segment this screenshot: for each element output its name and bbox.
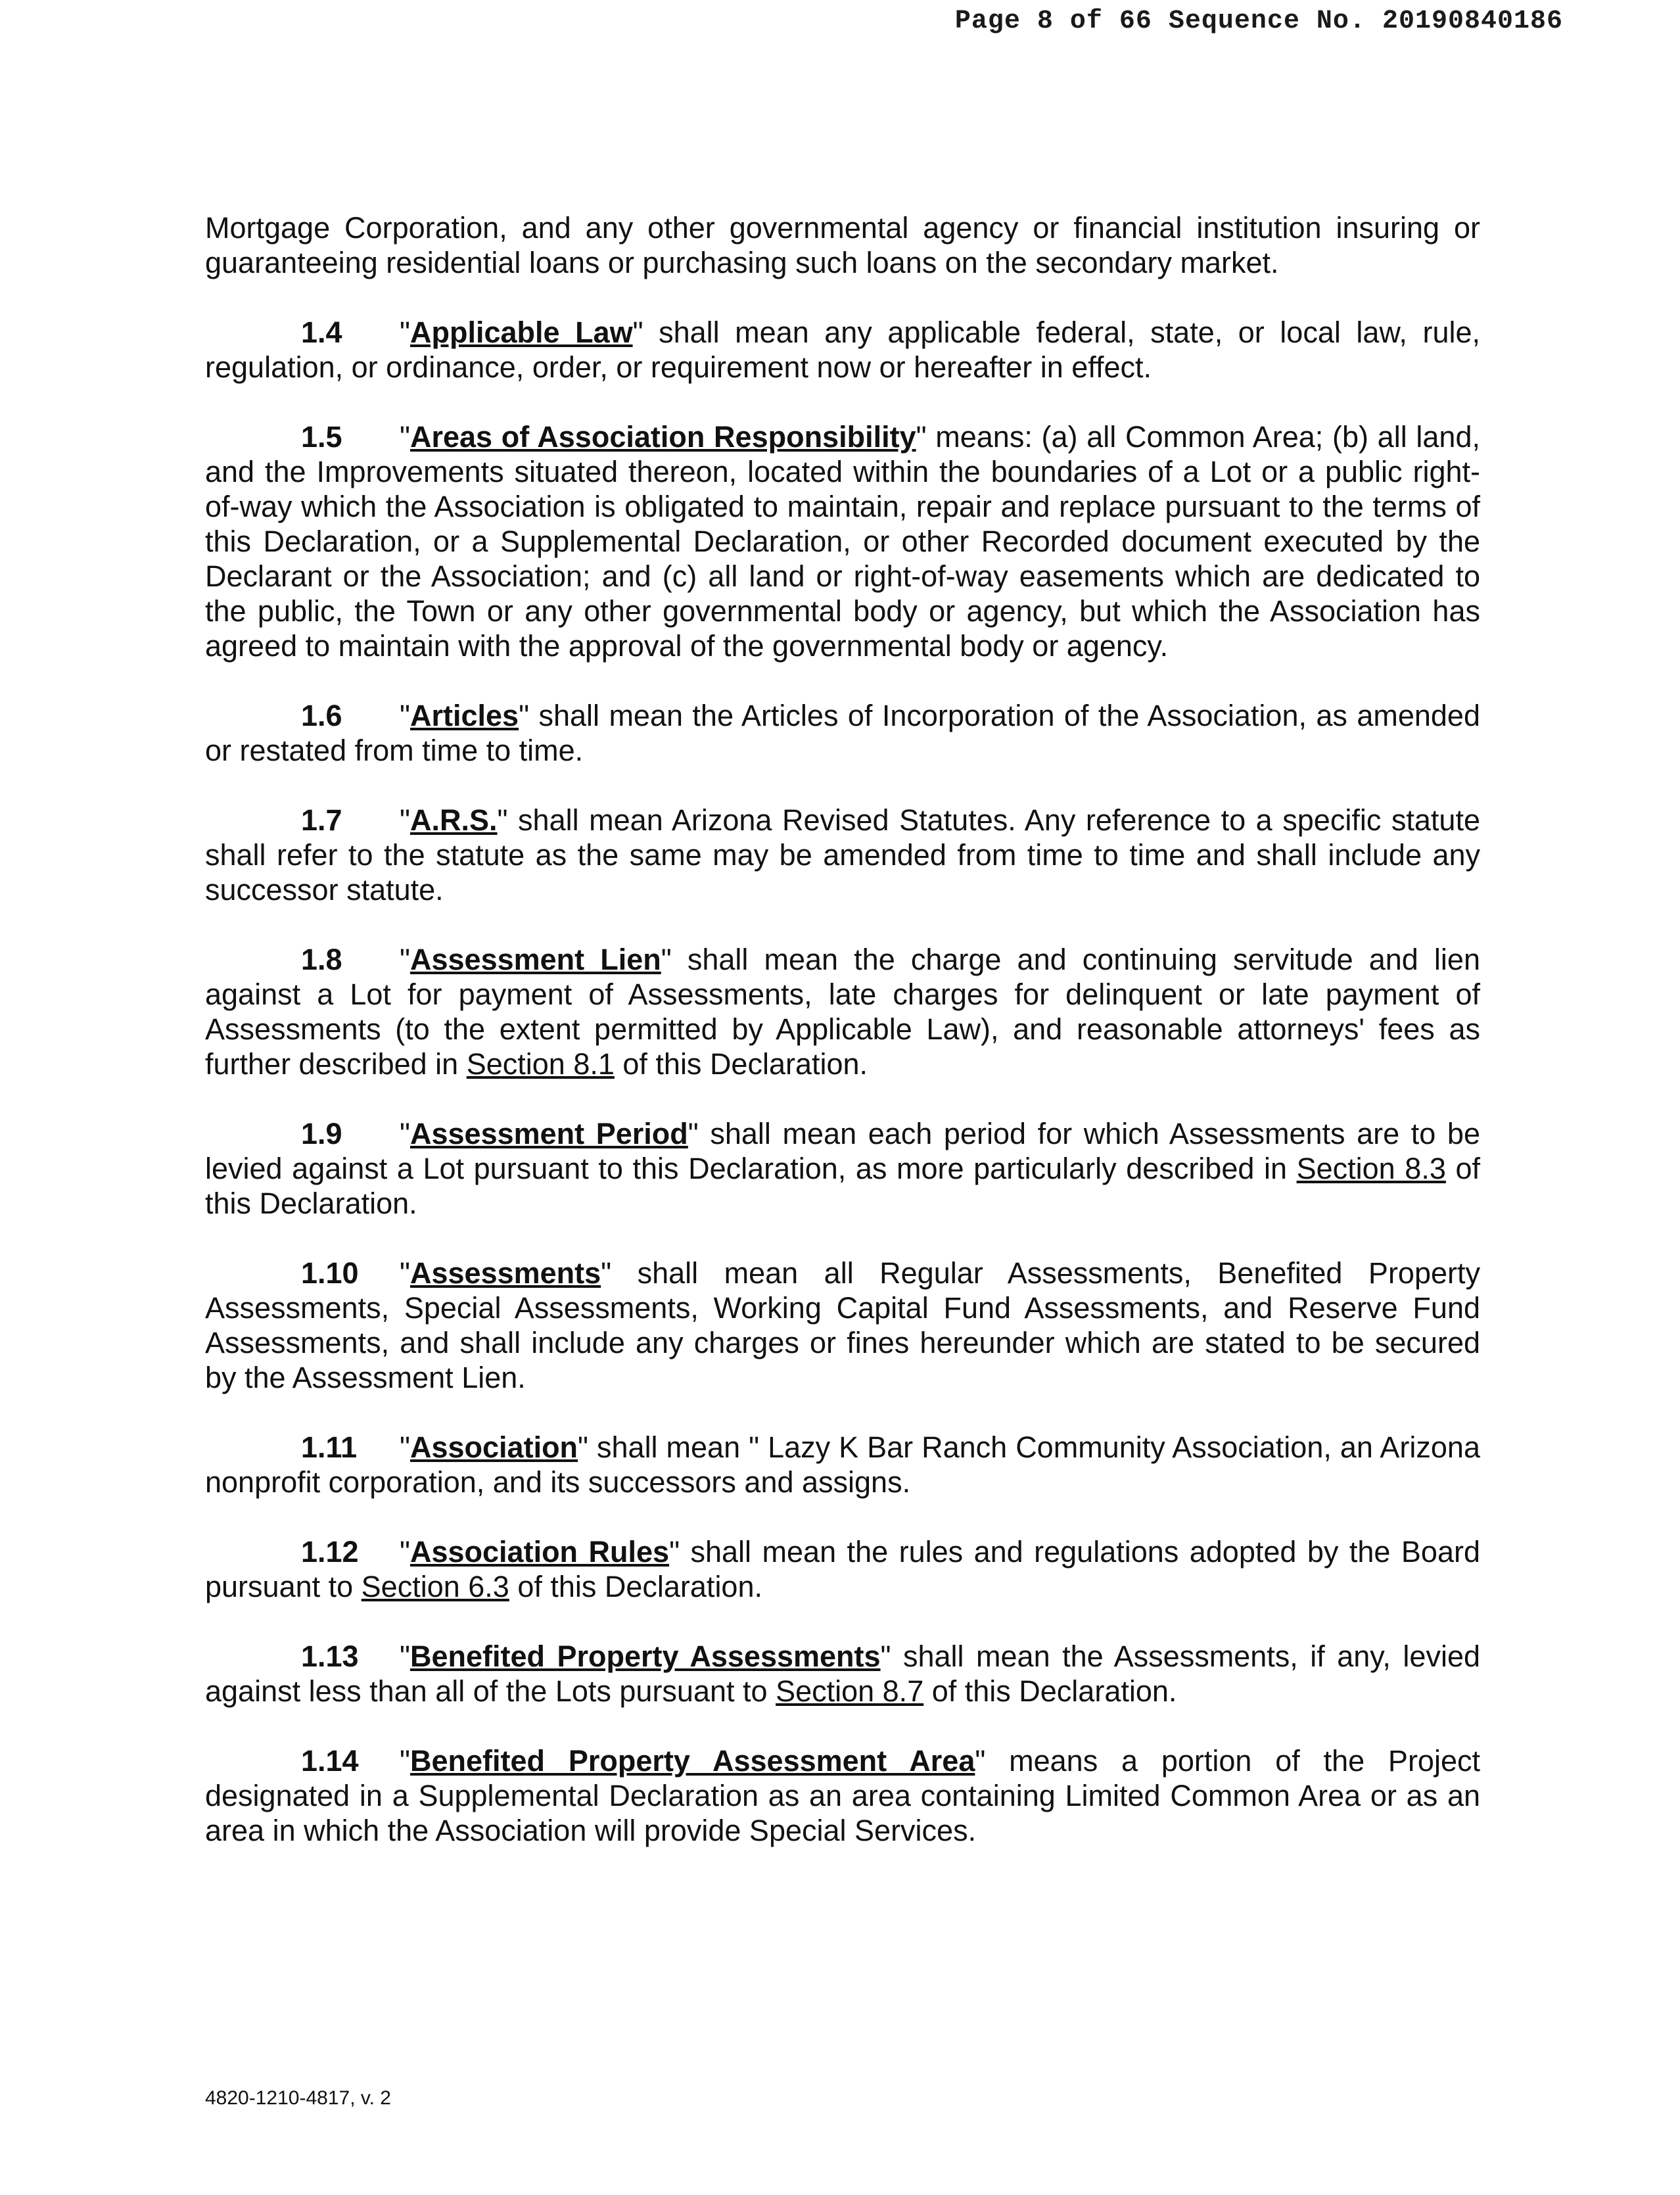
definition-text: " shall mean the Articles of Incorporation of the Association, as amended or restated from time to time.	[205, 699, 1480, 767]
definition-number: 1.11	[301, 1430, 358, 1464]
definition-number: 1.10	[301, 1256, 359, 1290]
definition-text: " means a portion of the Project designated in a Supplemental Declaration as an area containing Limited Common Area or as an area in which the Association will provide Special Services.	[205, 1744, 1480, 1847]
definition-1-9: 1.9 "Assessment Period" shall mean each period for which Assessments are to be levied against a Lot pursuant to this Declaration, as more particularly described in Section 8.3 of this Declaration.	[205, 1117, 1480, 1220]
definition-1-12: 1.12 "Association Rules" shall mean the rules and regulations adopted by the Board pursuant to Section 6.3 of this Declaration.	[205, 1535, 1480, 1603]
definition-term: Areas of Association Responsibility	[409, 420, 916, 454]
section-reference: Section 8.1	[466, 1047, 615, 1081]
definition-1-13: 1.13 "Benefited Property Assessments" shall mean the Assessments, if any, levied against less than all of the Lots pursuant to Section 8.7 of this Declaration.	[205, 1640, 1480, 1708]
definition-term: A.R.S.	[409, 803, 498, 837]
definition-number: 1.5	[301, 420, 342, 454]
definition-term: Association	[409, 1430, 578, 1464]
definition-term: Assessment Period	[409, 1117, 688, 1150]
lead-paragraph: Mortgage Corporation, and any other governmental agency or financial institution insuring or guaranteeing residential loans or purchasing such loans on the secondary market.	[205, 211, 1480, 279]
definition-text: " shall mean any applicable federal, state, or local law, rule, regulation, or ordinance, order, or requirement now or hereafter in effect.	[205, 316, 1480, 384]
definition-text: " shall mean Arizona Revised Statutes. Any reference to a specific statute shall refer to the statute as the same may be amended from time to time and shall include any successor statute.	[205, 803, 1480, 907]
definition-1-11: 1.11 "Association" shall mean " Lazy K Bar Ranch Community Association, an Arizona nonprofit corporation, and its successors and assigns.	[205, 1430, 1480, 1499]
definition-1-8: 1.8 "Assessment Lien" shall mean the charge and continuing servitude and lien against a Lot for payment of Assessments, late charges for delinquent or late payment of Assessments (to the extent permitted by Applicable Law), and reasonable attorneys' fees as further described in Section 8.1 of this Declaration.	[205, 943, 1480, 1081]
definition-text: " shall mean the Assessments, if any, levied against less than all of the Lots pursuant to	[205, 1640, 1480, 1708]
definition-1-10: 1.10 "Assessments" shall mean all Regular Assessments, Benefited Property Assessments, Special Assessments, Working Capital Fund Assessments, and Reserve Fund Assessments, and shall include any charges or fines hereunder which are stated to be secured by the Assessment Lien.	[205, 1256, 1480, 1394]
definition-number: 1.8	[301, 943, 342, 976]
definition-text: " means: (a) all Common Area; (b) all land, and the Improvements situated thereon, located within the boundaries of a Lot or a public right-of-way which the Association is obligated to maintain, repair and replace pursuant to the terms of this Declaration, or a Supplemental Declaration, or other Recorded document executed by the Declarant or the Association; and (c) all land or right-of-way easements which are dedicated to the public, the Town or any other governmental body or agency, but which the Association has agreed to maintain with the approval of the governmental body or agency.	[205, 420, 1480, 663]
definition-text: " shall mean the rules and regulations adopted by the Board pursuant to	[205, 1535, 1480, 1603]
section-reference: Section 6.3	[361, 1570, 509, 1603]
definition-number: 1.12	[301, 1535, 359, 1569]
section-reference: Section 8.3	[1296, 1152, 1446, 1185]
definition-text: " shall mean all Regular Assessments, Benefited Property Assessments, Special Assessments, Working Capital Fund Assessments, and Reserve Fund Assessments, and shall include any charges or fines hereunder which are stated to be secured by the Assessment Lien.	[205, 1256, 1480, 1394]
definition-term: Assessment Lien	[409, 943, 661, 976]
section-reference: Section 8.7	[776, 1674, 924, 1708]
definition-term: Benefited Property Assessment Area	[409, 1744, 975, 1778]
definition-term: Articles	[409, 699, 519, 732]
definition-number: 1.9	[301, 1117, 342, 1150]
definition-text: " shall mean the charge and continuing servitude and lien against a Lot for payment of Assessments, late charges for delinquent or late payment of Assessments (to the extent permitted by Applicable Law), and reasonable attorneys' fees as further described in	[205, 943, 1480, 1081]
definition-number: 1.6	[301, 699, 342, 732]
document-id-footer: 4820-1210-4817, v. 2	[205, 2087, 391, 2109]
definition-term: Association Rules	[409, 1535, 670, 1569]
definition-text-after: of this Declaration.	[509, 1570, 762, 1603]
definition-number: 1.4	[301, 316, 342, 349]
definition-term: Benefited Property Assessments	[409, 1640, 881, 1673]
definition-1-5: 1.5 "Areas of Association Responsibility" means: (a) all Common Area; (b) all land, and the Improvements situated thereon, located within the boundaries of a Lot or a public right-of-way which the Association is obligated to maintain, repair and replace pursuant to the terms of this Declaration, or a Supplemental Declaration, or other Recorded document executed by the Declarant or the Association; and (c) all land or right-of-way easements which are dedicated to the public, the Town or any other governmental body or agency, but which the Association has agreed to maintain with the approval of the governmental body or agency.	[205, 420, 1480, 663]
definition-text: " shall mean each period for which Assessments are to be levied against a Lot pursuant to this Declaration, as more particularly described in	[205, 1117, 1480, 1185]
definition-number: 1.13	[301, 1640, 359, 1673]
document-body	[205, 210, 1480, 1848]
definition-text-after: of this Declaration.	[614, 1047, 868, 1081]
definition-term: Assessments	[409, 1256, 601, 1290]
definition-1-6: 1.6 "Articles" shall mean the Articles of Incorporation of the Association, as amended or restated from time to time.	[205, 699, 1480, 767]
page-sequence-header: Page 8 of 66 Sequence No. 20190840186	[954, 7, 1563, 36]
definition-text-after: of this Declaration.	[205, 1152, 1480, 1220]
definition-1-4: 1.4 "Applicable Law" shall mean any applicable federal, state, or local law, rule, regulation, or ordinance, order, or requirement now or hereafter in effect.	[205, 316, 1480, 384]
definition-term: Applicable Law	[409, 316, 633, 349]
definition-number: 1.7	[301, 803, 342, 837]
definition-text: " shall mean " Lazy K Bar Ranch Community Association, an Arizona nonprofit corporation, and its successors and assigns.	[205, 1430, 1480, 1499]
definition-1-7: 1.7 "A.R.S." shall mean Arizona Revised Statutes. Any reference to a specific statute shall refer to the statute as the same may be amended from time to time and shall include any successor statute.	[205, 803, 1480, 907]
definition-text-after: of this Declaration.	[923, 1674, 1177, 1708]
definition-number: 1.14	[301, 1744, 359, 1778]
definition-1-14: 1.14 "Benefited Property Assessment Area" means a portion of the Project designated in a Supplemental Declaration as an area containing Limited Common Area or as an area in which the Association will provide Special Services.	[205, 1744, 1480, 1847]
